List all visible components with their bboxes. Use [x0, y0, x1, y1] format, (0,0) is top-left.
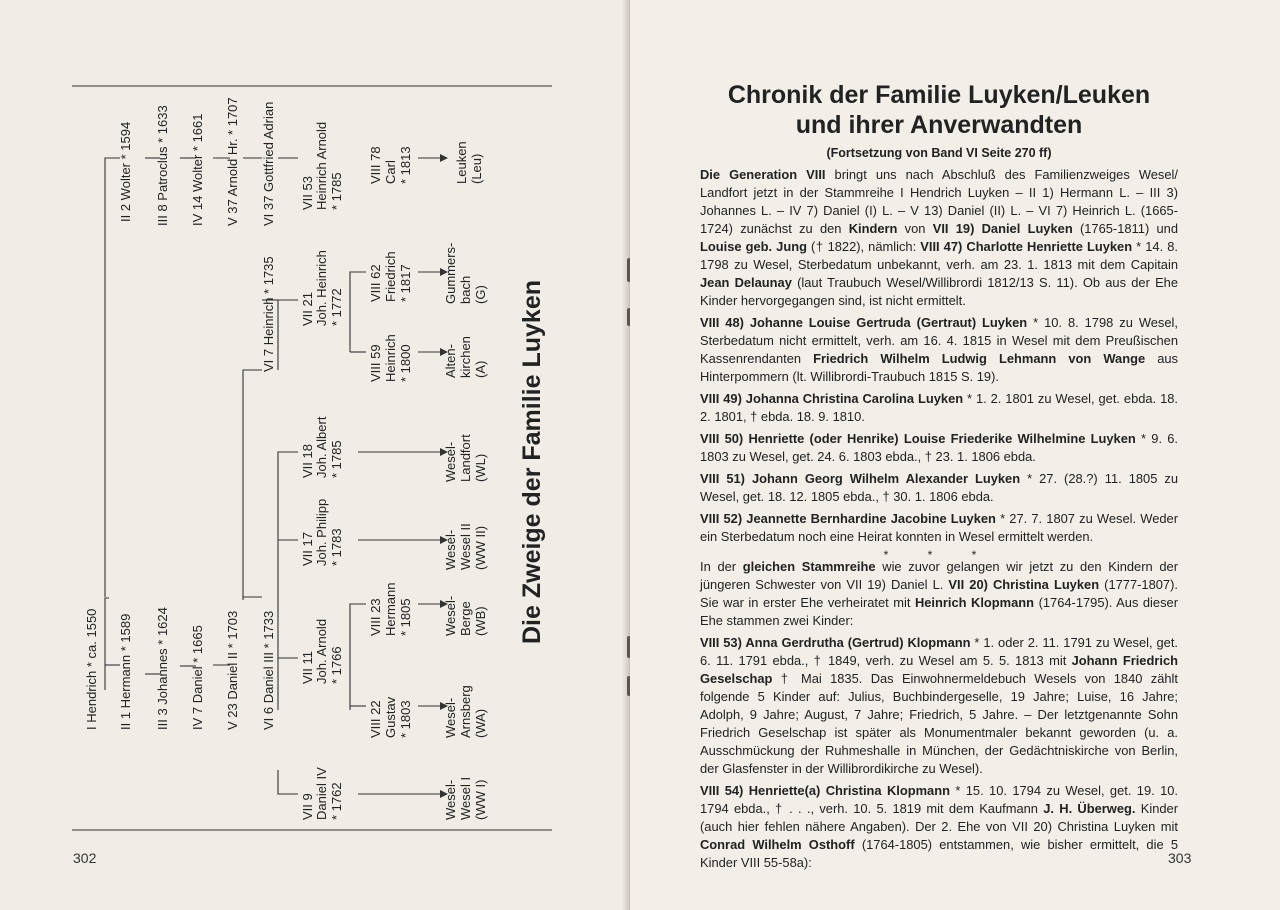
sibling-iv-14: IV 14 Wolter * 1661: [190, 113, 205, 226]
page-title: [700, 80, 1178, 140]
page-number-left: 302: [73, 850, 97, 866]
section-separator: * * *: [883, 548, 995, 562]
svg-text:Arnsberg: Arnsberg: [458, 685, 473, 738]
branch-leu: [454, 141, 484, 184]
svg-text:(WL): (WL): [473, 453, 488, 482]
paragraph-viii-48: VIII 48) Johanne Louise Gertruda (Gertraut) Luyken * 10. 8. 1798 zu Wesel, Sterbedatum nicht ermittelt, verh. am 16. 4. 1815 in Wesel mit dem Preußischen Kassenrendanten Friedrich Wilhelm Ludwig Lehmann von Wange aus Hinterpommern (lt. Willibrordi-Traubuch 1815 S. 19).: [700, 315, 1178, 384]
svg-text:VIII 62: VIII 62: [368, 264, 383, 302]
svg-text:bach: bach: [458, 275, 473, 304]
svg-text:Berge: Berge: [458, 601, 473, 636]
vii-17: [300, 499, 344, 566]
vi-7-heinrich: VI 7 Heinrich * 1735: [261, 256, 276, 372]
stammreihe-vi: VI 6 Daniel III * 1733: [261, 610, 276, 730]
branch-wl: [443, 434, 488, 482]
svg-text:Gummers-: Gummers-: [443, 242, 458, 304]
paragraph-viii-52: VIII 52) Jeannette Bernhardine Jacobine Luyken * 27. 7. 1807 zu Wesel. Weder ein Sterbedatum noch eine Heirat konnten in Wesel ermittelt werden.: [700, 511, 1178, 544]
svg-text:kirchen: kirchen: [458, 336, 473, 378]
sibling-iii-8: III 8 Patroclus * 1633: [155, 105, 170, 226]
svg-text:VII 21: VII 21: [300, 292, 315, 326]
svg-text:* 1785: * 1785: [329, 172, 344, 210]
svg-text:Heinrich Arnold: Heinrich Arnold: [314, 121, 329, 210]
svg-text:* 1803: * 1803: [398, 700, 413, 738]
paragraph-viii-49: VIII 49) Johanna Christina Carolina Luyken * 1. 2. 1801 zu Wesel, get. ebda. 18. 2. 1801, † ebda. 18. 9. 1810.: [700, 391, 1178, 424]
vii-11: [300, 619, 344, 684]
svg-text:VII 9: VII 9: [300, 793, 315, 820]
chronicle-text: [700, 80, 1178, 876]
svg-text:* 1813: * 1813: [398, 146, 413, 184]
left-page: [0, 0, 630, 910]
page-number-right: 303: [1168, 850, 1192, 866]
stammreihe-i: I Hendrich * ca. 1550: [84, 608, 99, 730]
svg-text:* 1800: * 1800: [398, 344, 413, 382]
stammreihe-iv: IV 7 Daniel * 1665: [190, 625, 205, 730]
svg-text:(WW I): (WW I): [473, 779, 488, 820]
paragraph-viii-51: VIII 51) Johann Georg Wilhelm Alexander Luyken * 27. (28.?) 11. 1805 zu Wesel, get. 18. 12. 1805 ebda., † 30. 1. 1806 ebda.: [700, 471, 1178, 504]
vii-9: [300, 767, 344, 820]
svg-text:Joh. Arnold: Joh. Arnold: [314, 618, 329, 684]
svg-text:VIII 59: VIII 59: [368, 344, 383, 382]
sibling-v-37: V 37 Arnold Hr. * 1707: [225, 97, 240, 226]
svg-text:(WB): (WB): [473, 606, 488, 636]
svg-text:(WW II): (WW II): [473, 525, 488, 570]
svg-text:Leuken: Leuken: [454, 141, 469, 184]
stammreihe-ii: II 1 Hermann * 1589: [118, 613, 133, 730]
stammreihe-v: V 23 Daniel II * 1703: [225, 610, 240, 730]
svg-text:Joh. Heinrich: Joh. Heinrich: [314, 250, 329, 326]
vii-18: [300, 416, 344, 478]
branch-wb: [443, 596, 488, 636]
svg-text:* 1762: * 1762: [329, 782, 344, 820]
family-tree-diagram: [0, 0, 630, 910]
svg-text:* 1785: * 1785: [329, 440, 344, 478]
arrow-icon: [440, 154, 448, 162]
svg-text:Landfort: Landfort: [458, 434, 473, 482]
tree-title: Die Zweige der Familie Luyken: [518, 279, 546, 644]
viii-59: [368, 334, 413, 382]
branch-g: [443, 243, 488, 304]
title-line-2: und ihrer Anverwandten: [795, 111, 1083, 139]
svg-text:Wesel-: Wesel-: [443, 779, 458, 820]
svg-text:VII 53: VII 53: [300, 176, 315, 210]
paragraph-viii-53: VIII 53) Anna Gerdrutha (Gertrud) Klopmann * 1. oder 2. 11. 1791 zu Wesel, get. 6. 11. 1791 ebda., † 1849, verh. zu Wesel am 5. 5. 1813 mit Johann Friedrich Geselschap † Mai 1835. Das Einwohnermeldebuch Wesels von 1840 zählt folgende 5 Kinder auf: Julius, Buchbindergeselle, 19 Jahre; Luise, 16 Jahre; Adolph, 9 Jahre; August, 7 Jahre; Friedrich, 5 Jahre. – Der letztgenannte Sohn Friedrich Geselschap ist später als Monumentmaler bekannt geworden (u. a. Ausschmückung der Ruhmeshalle in München, der Gedächtniskirche von Berlin, der Glasfenster in der Willibrordikirche zu Wesel).: [700, 635, 1178, 776]
viii-23: [368, 583, 413, 636]
page-subtitle: (Fortsetzung von Band VI Seite 270 ff): [826, 146, 1052, 160]
svg-text:Joh. Albert: Joh. Albert: [314, 416, 329, 478]
sibling-ii-2: II 2 Wolter * 1594: [118, 121, 133, 222]
svg-text:Carl: Carl: [383, 160, 398, 184]
svg-text:* 1817: * 1817: [398, 264, 413, 302]
svg-text:VII 11: VII 11: [300, 650, 315, 684]
paragraph-gleiche-stammreihe: In der gleichen Stammreihe wie zuvor gelangen wir jetzt zu den Kindern der jüngeren Schwester von VII 19) Daniel L. VII 20) Christina Luyken (1777-1807). Sie war in erster Ehe verheiratet mit Heinrich Klopmann (1764-1795). Aus dieser Ehe stammen zwei Kinder:: [700, 559, 1179, 628]
svg-text:* 1805: * 1805: [398, 598, 413, 636]
sibling-vi-37: VI 37 Gottfried Adrian: [261, 101, 276, 226]
svg-text:Wesel-: Wesel-: [443, 697, 458, 738]
svg-text:VIII 78: VIII 78: [368, 146, 383, 184]
branch-a: [443, 336, 488, 378]
svg-text:Gustav: Gustav: [383, 696, 398, 738]
viii-78: [368, 146, 413, 184]
svg-text:Joh. Philipp: Joh. Philipp: [314, 498, 329, 566]
paragraph-viii-54: VIII 54) Henriette(a) Christina Klopmann * 15. 10. 1794 zu Wesel, get. 19. 10. 1794 ebda., † . . ., verh. 10. 5. 1819 mit dem Kaufmann J. H. Überweg. Kinder (auch hier fehlen nähere Angaben). Der 2. Ehe von VII 20) Christina Luyken mit Conrad Wilhelm Osthoff (1764-1805) entstammen, wie bisher ermittelt, die 5 Kinder VIII 55-58a):: [700, 783, 1179, 870]
svg-text:(G): (G): [473, 285, 488, 304]
svg-text:VII 18: VII 18: [300, 444, 315, 478]
stammreihe-iii: III 3 Johannes * 1624: [155, 607, 170, 730]
right-page: [630, 0, 1280, 910]
svg-text:Daniel IV: Daniel IV: [314, 767, 329, 820]
svg-text:(Leu): (Leu): [469, 153, 484, 184]
branch-wa: [443, 685, 488, 738]
svg-text:Alten-: Alten-: [443, 344, 458, 378]
svg-text:Wesel-: Wesel-: [443, 441, 458, 482]
svg-text:(WA): (WA): [473, 708, 488, 738]
svg-text:Hermann: Hermann: [383, 582, 398, 636]
vii-21: [300, 250, 344, 326]
svg-text:VII 17: VII 17: [300, 532, 315, 566]
svg-text:Wesel-: Wesel-: [443, 595, 458, 636]
vii-53: [300, 122, 344, 210]
svg-text:* 1766: * 1766: [329, 646, 344, 684]
svg-text:Friedrich: Friedrich: [383, 251, 398, 302]
viii-22: [368, 696, 413, 738]
svg-text:VIII 23: VIII 23: [368, 598, 383, 636]
viii-62: [368, 251, 413, 302]
svg-text:(A): (A): [473, 360, 488, 378]
svg-text:* 1783: * 1783: [329, 528, 344, 566]
title-line-1: Chronik der Familie Luyken/Leuken: [727, 81, 1151, 109]
svg-text:Heinrich: Heinrich: [383, 334, 398, 382]
svg-text:Wesel-: Wesel-: [443, 529, 458, 570]
paragraph-viii-50: VIII 50) Henriette (oder Henrike) Louise Friederike Wilhelmine Luyken * 9. 6. 1803 zu Wesel, get. 24. 6. 1803 ebda., † 23. 1. 1806 ebda.: [700, 431, 1179, 464]
paragraph-generation-viii: Die Generation VIII bringt uns nach Abschluß des Familienzweiges Wesel/ Landfort jetzt in der Stammreihe I Hendrich Luyken – II 1) Hermann L. – III 3) Johannes L. – IV 7) Daniel (I) L. – V 13) Daniel (II) L. – VI 7) Heinrich L. (1665-1724) zunächst zu den Kindern von VII 19) Daniel Luyken (1765-1811) und Louise geb. Jung († 1822), nämlich: VIII 47) Charlotte Henriette Luyken * 14. 8. 1798 zu Wesel, Sterbedatum unbekannt, verh. am 23. 1. 1813 mit dem Capitain Jean Delaunay (laut Traubuch Wesel/Willibrordi 1812/13 S. 11). Ob aus der Ehe Kinder hervorgegangen sind, ist nicht ermittelt.: [700, 167, 1179, 308]
svg-text:VIII 22: VIII 22: [368, 700, 383, 738]
svg-text:Wesel II: Wesel II: [458, 523, 473, 570]
branch-ww1: [443, 777, 488, 820]
svg-text:Wesel I: Wesel I: [458, 776, 473, 820]
branch-ww2: [443, 523, 488, 570]
svg-text:* 1772: * 1772: [329, 288, 344, 326]
